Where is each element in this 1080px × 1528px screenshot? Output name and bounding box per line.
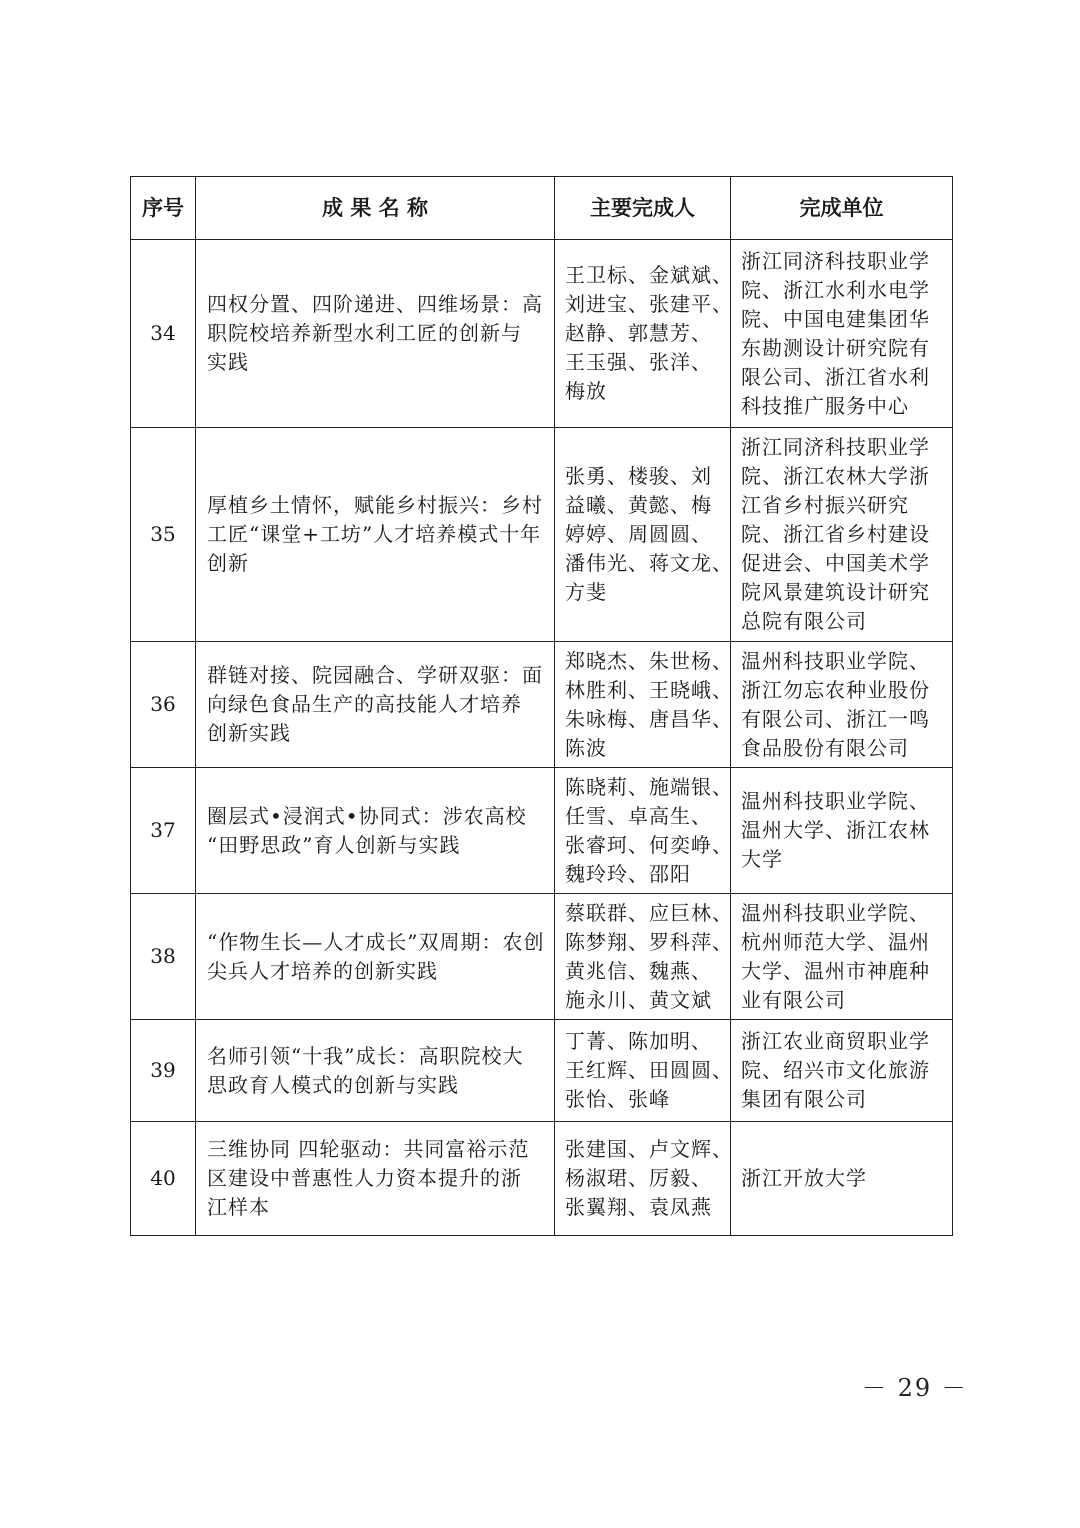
row-title-line: 江样本 (207, 1195, 270, 1219)
row-people-line: 张建国、卢文辉、 (565, 1137, 733, 1161)
table-row (131, 240, 953, 428)
row-title-line: 三维协同 四轮驱动：共同富裕示范 (207, 1137, 530, 1161)
row-units-line: 集团有限公司 (741, 1087, 867, 1111)
row-people (555, 768, 731, 894)
row-units-line: 食品股份有限公司 (741, 735, 909, 760)
row-people-line: 张翼翔、袁凤燕 (565, 1195, 712, 1219)
awards-table (130, 176, 953, 1236)
row-people (555, 428, 731, 642)
row-title-line: 职院校培养新型水利工匠的创新与 (207, 321, 522, 345)
row-title (196, 894, 555, 1020)
row-people-line: 林胜利、王晓峨、 (565, 677, 733, 702)
header-row (131, 177, 953, 240)
row-units-line: 院、绍兴市文化旅游 (741, 1058, 930, 1082)
row-seq: 35 (131, 428, 196, 642)
row-people-line: 陈梦翔、罗科萍、 (565, 929, 733, 954)
row-units-line: 总院有限公司 (741, 609, 867, 633)
row-units-line: 温州大学、浙江农林 (741, 818, 930, 842)
header-units: 完成单位 (731, 177, 953, 240)
row-seq: 39 (131, 1020, 196, 1122)
row-people-line: 黄兆信、魏燕、 (565, 958, 712, 983)
row-people-line: 益曦、黄懿、梅 (565, 493, 712, 517)
header-people: 主要完成人 (555, 177, 731, 240)
row-people-line: 杨淑珺、厉毅、 (565, 1166, 712, 1190)
row-units-line: 业有限公司 (741, 987, 846, 1012)
row-title (196, 768, 555, 894)
row-units (731, 768, 953, 894)
row-people-line: 王卫标、金斌斌、 (565, 263, 733, 287)
row-title-line: 创新实践 (207, 721, 291, 745)
table-row (131, 1020, 953, 1122)
row-units-line: 有限公司、浙江一鸣 (741, 706, 930, 731)
row-people-line: 陈晓莉、施端银、 (565, 774, 733, 799)
row-title-line: “田野思政”育人创新与实践 (207, 832, 461, 857)
row-seq: 38 (131, 894, 196, 1020)
row-units-line: 浙江同济科技职业学 (741, 248, 930, 273)
row-seq: 34 (131, 240, 196, 428)
row-title-line: 四权分置、四阶递进、四维场景：高 (207, 292, 543, 316)
row-units-line: 大学、温州市神鹿种 (741, 958, 930, 983)
row-title-line: 尖兵人才培养的创新实践 (207, 958, 438, 983)
row-title-line: 圈层式•浸润式•协同式：涉农高校 (207, 803, 527, 828)
row-units-line: 浙江农业商贸职业学 (741, 1029, 930, 1053)
row-units-line: 温州科技职业学院、 (741, 900, 930, 925)
row-units-line: 限公司、浙江省水利 (741, 364, 930, 389)
row-title (196, 1122, 555, 1236)
row-people-line: 任雪、卓高生、 (565, 803, 712, 828)
row-units-line: 大学 (741, 847, 783, 871)
row-people-line: 王玉强、张洋、 (565, 350, 712, 374)
row-people-line: 张怡、张峰 (565, 1087, 670, 1111)
row-people-line: 郑晓杰、朱世杨、 (565, 648, 733, 673)
row-people-line: 梅放 (565, 379, 607, 403)
row-title-line: 名师引领“十我”成长：高职院校大 (207, 1043, 524, 1068)
row-units-line: 杭州师范大学、温州 (741, 929, 930, 954)
row-units-line: 科技推广服务中心 (741, 393, 909, 418)
row-title (196, 642, 555, 768)
row-title-line: 区建设中普惠性人力资本提升的浙 (207, 1166, 522, 1190)
row-people-line: 潘伟光、蒋文龙、 (565, 551, 733, 575)
row-title-line: 向绿色食品生产的高技能人才培养 (207, 692, 522, 716)
row-seq: 36 (131, 642, 196, 768)
header-title: 成 果 名 称 (196, 177, 555, 240)
row-people-line: 陈波 (565, 735, 607, 760)
row-units-line: 温州科技职业学院、 (741, 789, 930, 813)
row-title-line: 创新 (207, 551, 249, 575)
row-people-line: 王红辉、田圆圆、 (565, 1058, 733, 1082)
row-title-line: 厚植乡土情怀，赋能乡村振兴：乡村 (207, 493, 543, 517)
table-row (131, 1122, 953, 1236)
row-title (196, 240, 555, 428)
row-units-line: 院、浙江农林大学浙 (741, 464, 930, 488)
row-people-line: 赵静、郭慧芳、 (565, 321, 712, 345)
row-people-line: 婷婷、周圆圆、 (565, 522, 712, 546)
row-people-line: 魏玲玲、邵阳 (565, 861, 691, 886)
row-units-line: 浙江同济科技职业学 (741, 435, 930, 459)
header-seq: 序号 (131, 177, 196, 240)
row-people (555, 642, 731, 768)
row-units (731, 1020, 953, 1122)
row-units-line: 浙江开放大学 (741, 1166, 867, 1190)
row-people-line: 刘进宝、张建平、 (565, 292, 733, 316)
row-units (731, 1122, 953, 1236)
row-units (731, 642, 953, 768)
row-title-line: 实践 (207, 350, 249, 374)
row-title-line: 群链对接、院园融合、学研双驱：面 (207, 663, 543, 687)
table-body (131, 240, 953, 1236)
row-units (731, 894, 953, 1020)
row-people-line: 张勇、楼骏、刘 (565, 464, 712, 488)
row-units-line: 江省乡村振兴研究 (741, 493, 909, 517)
table-row (131, 768, 953, 894)
row-title-line: 思政育人模式的创新与实践 (207, 1072, 459, 1097)
row-people (555, 894, 731, 1020)
table-row (131, 428, 953, 642)
row-units (731, 240, 953, 428)
row-units-line: 东勘测设计研究院有 (741, 335, 930, 360)
row-people-line: 丁菁、陈加明、 (565, 1029, 712, 1053)
row-people-line: 朱咏梅、唐昌华、 (565, 706, 733, 731)
row-seq: 37 (131, 768, 196, 894)
row-units-line: 促进会、中国美术学 (741, 551, 930, 575)
row-title-line: 工匠“课堂+工坊”人才培养模式十年 (207, 522, 542, 546)
row-people-line: 张睿珂、何奕峥、 (565, 832, 733, 857)
row-units-line: 院、中国电建集团华 (741, 306, 930, 331)
row-title (196, 1020, 555, 1122)
row-people-line: 蔡联群、应巨林、 (565, 900, 733, 925)
row-units-line: 浙江勿忘农种业股份 (741, 677, 930, 702)
row-units-line: 院、浙江省乡村建设 (741, 522, 930, 546)
row-units-line: 温州科技职业学院、 (741, 648, 930, 673)
row-seq: 40 (131, 1122, 196, 1236)
row-units-line: 院、浙江水利水电学 (741, 277, 930, 302)
row-units-line: 院风景建筑设计研究 (741, 580, 930, 604)
row-people (555, 240, 731, 428)
page-number: － 29 － (862, 1374, 968, 1402)
table-row (131, 894, 953, 1020)
row-title-line: “作物生长—人才成长”双周期：农创 (207, 929, 545, 954)
row-units (731, 428, 953, 642)
row-people (555, 1020, 731, 1122)
row-people-line: 施永川、黄文斌 (565, 987, 712, 1012)
table-row (131, 642, 953, 768)
row-title (196, 428, 555, 642)
row-people-line: 方斐 (565, 580, 607, 604)
row-people (555, 1122, 731, 1236)
